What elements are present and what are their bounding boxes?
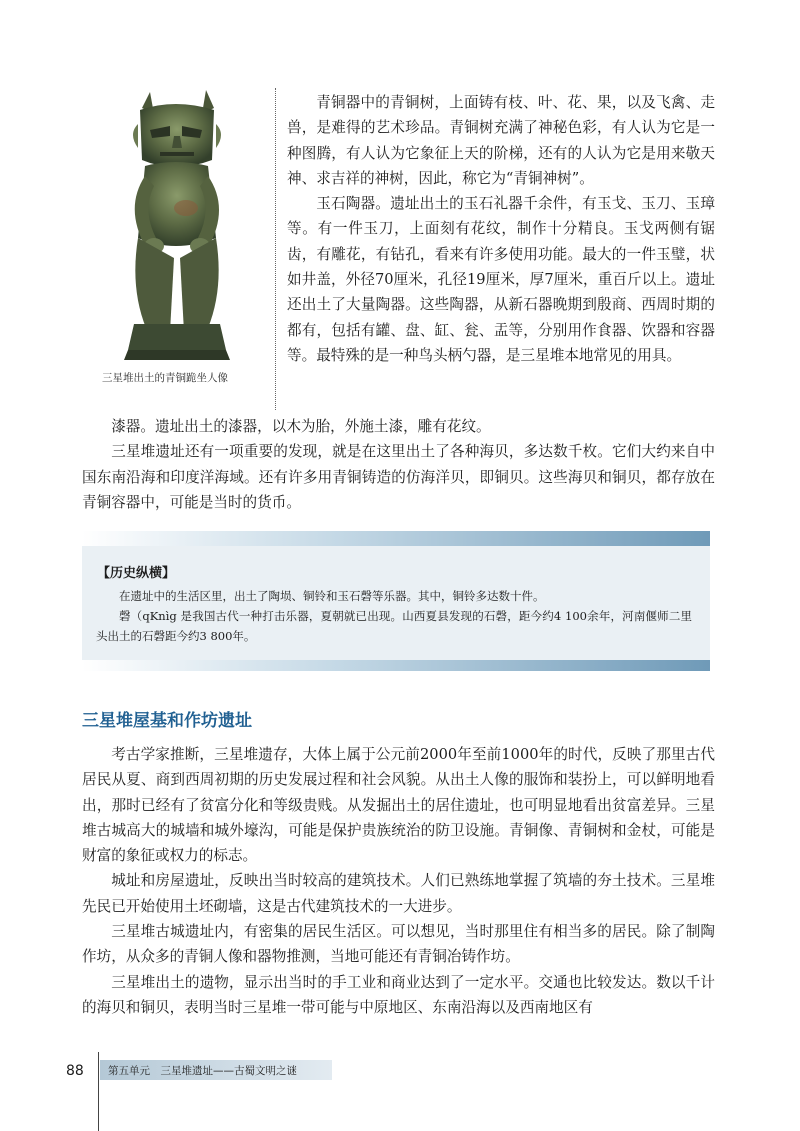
section-paragraph: 三星堆出土的遗物，显示出当时的手工业和商业达到了一定水平。交通也比较发达。数以千计的海贝和铜贝，表明当时三星堆一带可能与中原地区、东南沿海以及西南地区有 (82, 973, 715, 1016)
full-width-text (82, 414, 715, 515)
column-divider (275, 88, 276, 410)
history-box (82, 531, 710, 671)
history-box-paragraph: 磬（qKnìg 是我国古代一种打击乐器，夏朝就已出现。山西夏县发现的石磬，距今约4 100余年，河南偃师二里头出土的石磬距今约3 800年。 (96, 609, 692, 643)
paragraph-shells: 三星堆遗址还有一项重要的发现，就是在这里出土了各种海贝，多达数千枚。它们大约来自中国东南沿海和印度洋海域。还有许多用青铜铸造的仿海洋贝，即铜贝。这些海贝和铜贝，都存放在青铜容器中，可能是当时的货币。 (82, 443, 715, 511)
footer-vertical-rule (98, 1052, 99, 1131)
footer-running-head: 第五单元 三星堆遗址——古蜀文明之谜 (108, 1065, 297, 1077)
history-box-top-band (82, 531, 710, 546)
history-box-bottom-band (82, 660, 710, 671)
statue-figure (82, 88, 272, 398)
history-box-paragraph: 在遗址中的生活区里，出土了陶埙、铜铃和玉石磬等乐器。其中，铜铃多达数十件。 (119, 589, 545, 603)
paragraph-jade-pottery: 玉石陶器。遗址出土的玉石礼器千余件，有玉戈、玉刀、玉璋等。有一件玉刀，上面刻有花纹，制作十分精良。玉戈两侧有锯齿，有雕花，有钻孔，看来有许多使用功能。最大的一件玉璧，状如井盖，外径70厘米，孔径19厘米，厚7厘米，重百斤以上。遗址还出土了大量陶器。这些陶器，从新石器晚期到殷商、西周时期的都有，包括有罐、盘、缸、瓮、盂等，分别用作食器、饮器和容器等。最特殊的是一种鸟头柄勺器，是三星堆本地常见的用具。 (287, 195, 715, 364)
section-title: 三星堆屋基和作坊遗址 (82, 711, 252, 731)
figure-caption: 三星堆出土的青铜跪坐人像 (102, 372, 228, 384)
paragraph-lacquer: 漆器。遗址出土的漆器，以木为胎，外施土漆，雕有花纹。 (111, 418, 491, 435)
bronze-kneeling-statue-image (90, 88, 260, 366)
history-box-title: 【历史纵横】 (97, 566, 176, 581)
page-number: 88 (66, 1063, 84, 1079)
section-paragraph: 考古学家推断，三星堆遗存，大体上属于公元前2000年至前1000年的时代，反映了那里古代居民从夏、商到西周初期的历史发展过程和社会风貌。从出土人像的服饰和装扮上，可以鲜明地看出，那时已经有了贫富分化和等级贵贱。从发掘出土的居住遗址，也可明显地看出贫富差异。三星堆古城高大的城墙和城外壕沟，可能是保护贵族统治的防卫设施。青铜像、青铜树和金杖，可能是财富的象征或权力的标志。 (82, 746, 715, 865)
paragraph-bronze-tree: 青铜器中的青铜树，上面铸有枝、叶、花、果，以及飞禽、走兽，是难得的艺术珍品。青铜树充满了神秘色彩，有人认为它是一种图腾，有人认为它象征上天的阶梯，还有的人认为它是用来敬天神、求吉祥的神树，因此，称它为“青铜神树”。 (287, 94, 715, 187)
section-paragraph: 城址和房屋遗址，反映出当时较高的建筑技术。人们已熟练地掌握了筑墙的夯土技术。三星堆先民已开始使用土坯砌墙，这是古代建筑技术的一大进步。 (82, 872, 715, 915)
history-box-body (96, 586, 692, 646)
right-column-text (287, 90, 715, 368)
section-paragraph: 三星堆古城遗址内，有密集的居民生活区。可以想见，当时那里住有相当多的居民。除了制陶作坊，从众多的青铜人像和器物推测，当地可能还有青铜冶铸作坊。 (82, 923, 715, 966)
section-body (82, 742, 715, 1020)
